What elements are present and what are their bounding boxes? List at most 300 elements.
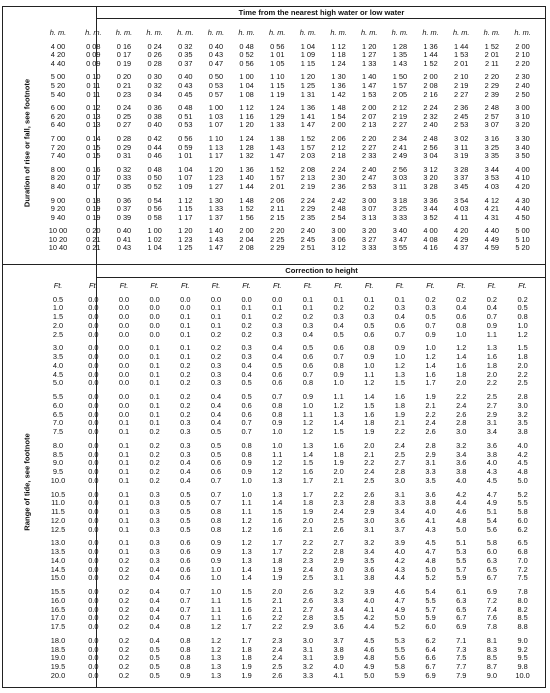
table-cell: 2.2 xyxy=(456,393,467,402)
table-cell: 3.3 xyxy=(425,468,436,477)
table-cell: 7.8 xyxy=(486,623,497,632)
table-cell: 5.7 xyxy=(456,565,467,574)
table-cell: 1.2 xyxy=(272,468,283,477)
column-header: Ft. xyxy=(487,282,497,290)
table-cell: 0.1 xyxy=(302,304,314,313)
table-cell: 1 16 xyxy=(239,112,254,121)
table-cell: 4.7 xyxy=(394,596,406,605)
table-cell: 0.2 xyxy=(425,295,436,304)
row-label: 5.0 xyxy=(52,379,64,388)
table-cell: 1 12 xyxy=(239,104,254,113)
table-cell: 0.6 xyxy=(210,468,222,477)
table-cell: 6.6 xyxy=(425,654,436,663)
table-cell: 4.0 xyxy=(364,596,375,605)
table-cell: 5.2 xyxy=(517,490,528,499)
column-header: h. m. xyxy=(177,29,194,37)
table-cell: 6.1 xyxy=(456,588,467,597)
table-cell: 1.6 xyxy=(241,605,252,614)
table-cell: 3.3 xyxy=(394,499,406,508)
table-cell: 0 17 xyxy=(116,51,132,60)
table-cell: 5.1 xyxy=(486,508,497,517)
table-row xyxy=(38,82,538,91)
table-cell: 2 01 xyxy=(454,59,469,68)
table-cell: 1 20 xyxy=(178,227,193,236)
column-header: h. m. xyxy=(452,29,470,37)
row-label: 6.5 xyxy=(52,410,64,419)
table-cell: 2 08 xyxy=(423,81,438,90)
table-cell: 4.0 xyxy=(486,459,497,468)
table-cell: 2.0 xyxy=(333,468,344,477)
table-cell: 4.7 xyxy=(486,490,497,499)
table-cell: 0 26 xyxy=(147,51,162,60)
table-cell: 0.3 xyxy=(149,499,160,508)
table-cell: 6.9 xyxy=(456,623,467,632)
table-cell: 0.1 xyxy=(149,393,160,402)
table-cell: 3 47 xyxy=(392,235,408,244)
table-cell: 4.2 xyxy=(364,614,375,623)
table-row xyxy=(38,236,538,245)
table-cell: 0 52 xyxy=(147,182,162,191)
table-cell: 0.3 xyxy=(149,525,160,534)
table-cell: 2.9 xyxy=(333,556,344,565)
table-cell: 0.8 xyxy=(180,645,191,654)
table-cell: 0.0 xyxy=(88,370,99,379)
table-cell: 0.8 xyxy=(333,361,344,370)
table-cell: 0.0 xyxy=(88,671,99,680)
table-row xyxy=(38,205,538,214)
table-cell: 0 15 xyxy=(86,152,101,161)
table-cell: 1.0 xyxy=(210,588,222,597)
table-row xyxy=(38,304,538,313)
table-cell: 3.0 xyxy=(517,401,528,410)
table-cell: 0.4 xyxy=(149,605,160,614)
table-cell: 3.4 xyxy=(364,548,375,557)
table-cell: 0.6 xyxy=(456,313,467,322)
table-cell: 1.0 xyxy=(394,353,406,362)
table-cell: 0 53 xyxy=(178,121,193,130)
table-cell: 8.5 xyxy=(517,614,528,623)
table-cell: 1 43 xyxy=(392,59,408,68)
table-cell: 2 00 xyxy=(515,42,530,51)
table-cell: 1 47 xyxy=(270,152,285,161)
table-row xyxy=(38,508,538,517)
table-cell: 3 10 xyxy=(515,112,530,121)
table-cell: 1.2 xyxy=(210,645,222,654)
row-label: 16.0 xyxy=(50,596,66,605)
table-cell: 2.2 xyxy=(272,614,283,623)
table-cell: 0.1 xyxy=(149,410,160,419)
table-cell: 1 37 xyxy=(208,213,224,222)
table-cell: 2.1 xyxy=(272,605,283,614)
table-cell: 5.8 xyxy=(517,508,528,517)
table-cell: 0.1 xyxy=(118,428,130,437)
table-cell: 0.2 xyxy=(118,574,130,583)
table-cell: 2.4 xyxy=(302,565,314,574)
table-cell: 0 35 xyxy=(116,182,132,191)
table-cell: 3.8 xyxy=(456,468,467,477)
table-cell: 1.2 xyxy=(302,428,314,437)
table-cell: 2 10 xyxy=(454,73,469,82)
table-cell: 1.0 xyxy=(456,330,467,339)
table-cell: 1 10 xyxy=(208,134,224,143)
table-cell: 0.3 xyxy=(241,353,252,362)
table-cell: 1 15 xyxy=(300,59,316,68)
table-cell: 3 45 xyxy=(454,182,469,191)
table-cell: 5 00 xyxy=(515,227,530,236)
table-cell: 1.1 xyxy=(241,508,252,517)
table-cell: 1 10 xyxy=(270,73,285,82)
table-cell: 1 07 xyxy=(178,174,193,183)
table-row xyxy=(38,244,538,253)
table-cell: 1 36 xyxy=(239,165,254,174)
table-cell: 0 09 xyxy=(86,51,101,60)
table-cell: 0 16 xyxy=(116,42,132,51)
table-cell: 0.3 xyxy=(180,419,191,428)
table-cell: 2 45 xyxy=(454,112,469,121)
table-cell: 0.3 xyxy=(272,330,283,339)
table-cell: 0 17 xyxy=(86,182,101,191)
table-cell: 4.4 xyxy=(456,499,467,508)
table-cell: 0.2 xyxy=(149,476,160,485)
table-cell: 9.5 xyxy=(517,654,528,663)
table-cell: 1.2 xyxy=(272,459,283,468)
table-cell: 0 32 xyxy=(147,81,162,90)
table-cell: 1.6 xyxy=(364,410,375,419)
table-cell: 0.2 xyxy=(364,304,375,313)
table-cell: 5.2 xyxy=(394,623,406,632)
table-cell: 2 12 xyxy=(392,104,408,113)
table-row xyxy=(38,588,538,597)
table-cell: 0.7 xyxy=(425,321,436,330)
table-cell: 2.2 xyxy=(302,539,314,548)
table-cell: 1.9 xyxy=(241,671,252,680)
table-cell: 0.2 xyxy=(517,295,528,304)
row-label: 2.5 xyxy=(52,330,64,339)
table-cell: 2 54 xyxy=(331,213,346,222)
table-cell: 1.3 xyxy=(241,556,252,565)
table-cell: 2 19 xyxy=(300,182,316,191)
table-cell: 2 29 xyxy=(484,81,500,90)
table-cell: 7.8 xyxy=(517,588,528,597)
table-cell: 0.4 xyxy=(210,401,222,410)
table-row xyxy=(38,113,538,122)
table-cell: 1 24 xyxy=(331,59,346,68)
table-cell: 3.8 xyxy=(517,428,528,437)
table-cell: 1 43 xyxy=(270,143,285,152)
table-cell: 0.7 xyxy=(180,614,191,623)
table-cell: 0.7 xyxy=(394,330,406,339)
table-cell: 0.6 xyxy=(272,370,283,379)
table-cell: 3.8 xyxy=(364,574,375,583)
table-cell: 1.2 xyxy=(364,379,375,388)
table-row xyxy=(38,166,538,175)
table-cell: 1 15 xyxy=(270,81,285,90)
table-cell: 3.0 xyxy=(394,476,406,485)
table-cell: 0.3 xyxy=(394,304,406,313)
table-cell: 0.0 xyxy=(88,565,99,574)
table-cell: 0.6 xyxy=(180,548,191,557)
table-cell: 0.0 xyxy=(88,539,99,548)
table-cell: 4.0 xyxy=(333,663,344,672)
table-cell: 4.5 xyxy=(517,459,528,468)
table-cell: 2 41 xyxy=(392,143,408,152)
table-cell: 0.2 xyxy=(333,304,344,313)
table-cell: 1 00 xyxy=(147,227,162,236)
table-cell: 1.0 xyxy=(272,441,283,450)
table-cell: 0 29 xyxy=(116,143,132,152)
table-cell: 3 28 xyxy=(423,182,438,191)
table-cell: 1 00 xyxy=(208,104,224,113)
column-header: Ft. xyxy=(211,282,221,290)
table-cell: 0.4 xyxy=(272,353,283,362)
table-cell: 0.6 xyxy=(180,574,191,583)
table-cell: 0.3 xyxy=(180,441,191,450)
table-cell: 4.6 xyxy=(364,645,375,654)
table-cell: 0 17 xyxy=(86,174,101,183)
header-row xyxy=(38,29,538,38)
table-cell: 0.0 xyxy=(88,353,99,362)
table-cell: 1 38 xyxy=(270,134,285,143)
table-cell: 8.5 xyxy=(486,654,497,663)
table-cell: 4 00 xyxy=(423,227,438,236)
table-cell: 3.8 xyxy=(486,450,497,459)
table-cell: 1.4 xyxy=(364,393,375,402)
table-cell: 3 12 xyxy=(423,165,438,174)
table-cell: 0.1 xyxy=(272,304,283,313)
table-cell: 2 01 xyxy=(484,51,500,60)
table-cell: 1.4 xyxy=(272,499,283,508)
row-label: 14.0 xyxy=(50,556,66,565)
table-cell: 0.3 xyxy=(241,344,252,353)
table-cell: 0 21 xyxy=(86,244,101,253)
table-cell: 2 36 xyxy=(331,182,346,191)
table-cell: 6.8 xyxy=(517,548,528,557)
table-cell: 0.4 xyxy=(180,468,191,477)
table-cell: 2 24 xyxy=(300,196,316,205)
table-cell: 10.0 xyxy=(515,671,530,680)
table-cell: 4 30 xyxy=(515,196,530,205)
table-cell: 2.4 xyxy=(272,654,283,663)
table-cell: 0.4 xyxy=(456,304,467,313)
table-cell: 1.0 xyxy=(425,344,436,353)
table-cell: 0.2 xyxy=(486,295,497,304)
column-header: Ft. xyxy=(150,282,159,290)
table-cell: 0.1 xyxy=(149,353,160,362)
table-cell: 0.9 xyxy=(210,548,222,557)
table-cell: 0.6 xyxy=(180,539,191,548)
table-cell: 0.2 xyxy=(272,313,283,322)
row-label: 4.5 xyxy=(52,370,64,379)
table-cell: 0.4 xyxy=(149,565,160,574)
table-cell: 6.5 xyxy=(486,565,497,574)
table-row xyxy=(38,313,538,322)
table-cell: 1.5 xyxy=(394,379,406,388)
table-cell: 1 20 xyxy=(300,73,316,82)
table-cell: 3.0 xyxy=(456,428,467,437)
table-cell: 2 25 xyxy=(270,235,285,244)
table-cell: 2 11 xyxy=(270,205,285,214)
table-cell: 4 40 xyxy=(515,205,530,214)
table-cell: 2 00 xyxy=(331,121,346,130)
table-cell: 4 12 xyxy=(484,196,500,205)
column-header: Ft. xyxy=(180,282,190,290)
table-cell: 2.6 xyxy=(302,596,314,605)
table-cell: 1 47 xyxy=(362,81,377,90)
table-cell: 3.4 xyxy=(333,605,344,614)
table-cell: 1.2 xyxy=(425,353,436,362)
table-cell: 0.3 xyxy=(180,450,191,459)
table-cell: 0.0 xyxy=(88,313,99,322)
table-cell: 0.2 xyxy=(118,671,130,680)
table-cell: 2.0 xyxy=(456,379,467,388)
table-cell: 3 13 xyxy=(362,213,377,222)
table-cell: 2.4 xyxy=(394,441,406,450)
table-cell: 4.2 xyxy=(456,490,467,499)
table-cell: 6.5 xyxy=(456,605,467,614)
table-cell: 4.3 xyxy=(486,468,497,477)
table-cell: 0.2 xyxy=(118,605,130,614)
table-cell: 2.0 xyxy=(517,361,528,370)
table-cell: 0.4 xyxy=(333,321,344,330)
table-cell: 1.6 xyxy=(333,441,344,450)
table-row xyxy=(38,468,538,477)
table-cell: 0.4 xyxy=(272,344,283,353)
table-cell: 2.6 xyxy=(456,410,467,419)
table-cell: 2 30 xyxy=(331,174,346,183)
table-cell: 3 44 xyxy=(484,165,500,174)
table-cell: 0.9 xyxy=(364,353,375,362)
table-cell: 0.8 xyxy=(180,654,191,663)
table-cell: 0.1 xyxy=(149,370,160,379)
table-cell: 0 24 xyxy=(147,42,162,51)
table-cell: 0.7 xyxy=(302,370,314,379)
table-cell: 1.7 xyxy=(425,379,436,388)
table-cell: 0.0 xyxy=(88,490,99,499)
table-cell: 0 47 xyxy=(208,59,224,68)
table-cell: 1.2 xyxy=(210,623,222,632)
table-cell: 4.1 xyxy=(333,671,344,680)
table-cell: 2.1 xyxy=(364,450,375,459)
table-cell: 1.7 xyxy=(241,636,252,645)
table-cell: 0 48 xyxy=(147,165,162,174)
table-cell: 3.2 xyxy=(364,539,375,548)
table-cell: 3 16 xyxy=(484,134,500,143)
table-cell: 1 52 xyxy=(484,42,500,51)
table-cell: 0.9 xyxy=(425,330,436,339)
table-cell: 0.3 xyxy=(149,556,160,565)
table-cell: 3.2 xyxy=(302,663,314,672)
table-cell: 0.0 xyxy=(241,295,252,304)
table-cell: 0.5 xyxy=(210,441,222,450)
table-cell: 2 57 xyxy=(484,112,500,121)
correction-title: Correction to height xyxy=(285,266,358,275)
table-cell: 0.2 xyxy=(149,441,160,450)
table-cell: 3.2 xyxy=(517,410,528,419)
table-cell: 0.3 xyxy=(210,361,222,370)
table-cell: 0.0 xyxy=(88,623,99,632)
table-cell: 3.6 xyxy=(394,516,406,525)
table-cell: 1.1 xyxy=(302,410,314,419)
table-cell: 0.8 xyxy=(241,450,252,459)
table-cell: 0 33 xyxy=(116,174,132,183)
row-label: 6 40 xyxy=(50,121,66,130)
table-cell: 6.9 xyxy=(425,671,436,680)
table-cell: 2 53 xyxy=(454,121,469,130)
table-cell: 1.8 xyxy=(456,370,467,379)
table-cell: 0.0 xyxy=(210,295,222,304)
table-cell: 1 28 xyxy=(392,42,408,51)
table-cell: 1 43 xyxy=(208,235,224,244)
row-label: 18.0 xyxy=(50,636,66,645)
table-cell: 1.2 xyxy=(517,330,528,339)
table-cell: 0 18 xyxy=(86,196,101,205)
row-label: 14.5 xyxy=(50,565,66,574)
table-cell: 8.2 xyxy=(517,605,528,614)
table-cell: 1 25 xyxy=(178,244,193,253)
table-cell: 1.6 xyxy=(394,393,406,402)
table-cell: 1 40 xyxy=(208,227,224,236)
table-cell: 2 48 xyxy=(423,134,438,143)
table-cell: 0.4 xyxy=(210,410,222,419)
table-row xyxy=(38,227,538,236)
table-cell: 0 12 xyxy=(86,104,101,113)
table-cell: 1 44 xyxy=(423,51,438,60)
table-cell: 1.3 xyxy=(272,490,283,499)
table-cell: 2.1 xyxy=(425,401,436,410)
table-cell: 1.3 xyxy=(394,370,406,379)
table-row xyxy=(38,597,538,606)
table-cell: 2.6 xyxy=(302,588,314,597)
table-cell: 0 53 xyxy=(208,81,224,90)
table-cell: 0.9 xyxy=(302,393,314,402)
table-cell: 0.0 xyxy=(88,548,99,557)
table-cell: 3 30 xyxy=(515,134,530,143)
table-cell: 2 53 xyxy=(362,182,377,191)
table-cell: 1 04 xyxy=(147,244,162,253)
table-cell: 6.2 xyxy=(425,636,436,645)
table-cell: 7.2 xyxy=(517,565,528,574)
table-row xyxy=(38,459,538,468)
row-label: 7 00 xyxy=(50,134,66,143)
table-cell: 3.6 xyxy=(456,459,467,468)
table-cell: 2 05 xyxy=(392,90,408,99)
table-cell: 0.1 xyxy=(149,401,160,410)
column-header: h. m. xyxy=(269,29,286,37)
table-cell: 1 23 xyxy=(208,174,224,183)
table-cell: 0.8 xyxy=(241,441,252,450)
table-cell: 1 57 xyxy=(392,81,408,90)
table-cell: 3 54 xyxy=(454,196,469,205)
table-cell: 2.2 xyxy=(394,428,406,437)
table-cell: 3 35 xyxy=(484,152,500,161)
table-cell: 5.9 xyxy=(394,671,406,680)
table-cell: 0.0 xyxy=(149,295,160,304)
table-row xyxy=(38,43,538,52)
table-cell: 4.5 xyxy=(364,636,375,645)
table-cell: 1.0 xyxy=(241,476,252,485)
row-label: 15.5 xyxy=(50,588,66,597)
table-cell: 2 24 xyxy=(423,104,438,113)
table-cell: 2 47 xyxy=(362,174,377,183)
table-cell: 0.8 xyxy=(272,410,283,419)
table-cell: 8.3 xyxy=(486,645,497,654)
table-cell: 1.7 xyxy=(241,623,252,632)
table-cell: 1.9 xyxy=(394,410,406,419)
column-header: h. m. xyxy=(85,29,102,37)
table-cell: 0.0 xyxy=(88,556,99,565)
table-cell: 0.2 xyxy=(118,556,130,565)
table-cell: 2 48 xyxy=(331,205,346,214)
